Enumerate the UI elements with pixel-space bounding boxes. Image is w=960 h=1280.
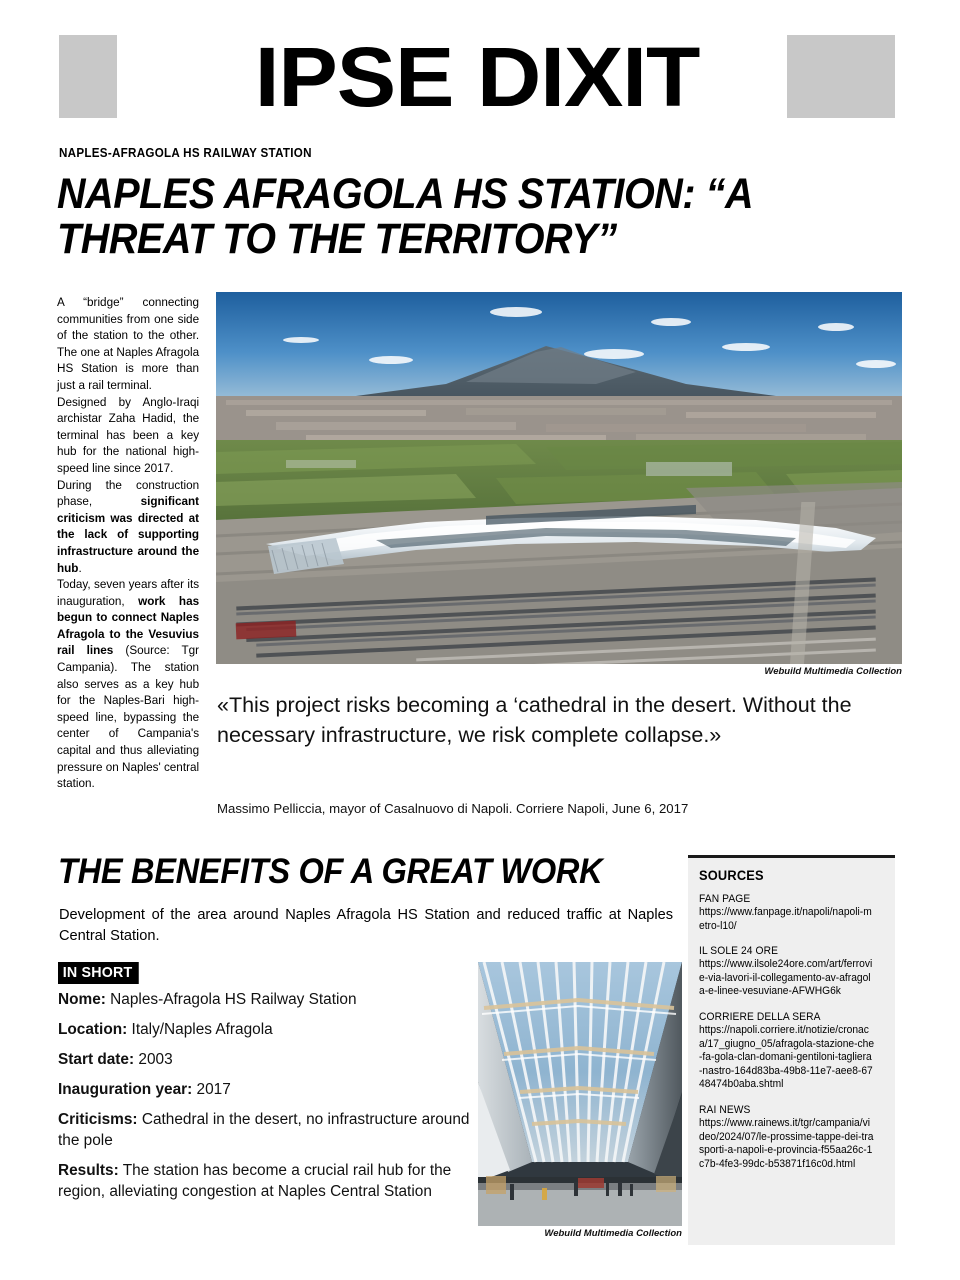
fact-row bbox=[58, 1160, 476, 1202]
source-item bbox=[699, 1010, 884, 1092]
inset-photo-credit: Webuild Multimedia Collection bbox=[544, 1228, 682, 1239]
source-url[interactable]: https://www.fanpage.it/napoli/napoli-metro-l10/ bbox=[699, 906, 872, 932]
fact-key: Start date: bbox=[58, 1051, 135, 1068]
article-body bbox=[57, 294, 199, 792]
fact-key: Results: bbox=[58, 1162, 119, 1179]
in-short-facts bbox=[58, 989, 476, 1211]
fact-key: Location: bbox=[58, 1021, 128, 1038]
source-url[interactable]: https://napoli.corriere.it/notizie/cronaca/17_giugno_05/afragola-stazione-che-fa-gola-clan-domani-gentiloni-tagliera-nastro-164d83ba-49b8-11e7-aee8-6748474b0aba.shtml bbox=[699, 1023, 875, 1091]
article-paragraph-2: Designed by Anglo-Iraqi archistar Zaha Hadid, the terminal has been a key hub for the national high-speed line since 2017. bbox=[57, 394, 200, 475]
masthead bbox=[59, 30, 895, 124]
fact-value: The station has become a crucial rail hub for the region, alleviating congestion at Naples Central Station bbox=[58, 1162, 452, 1200]
fact-value: 2003 bbox=[134, 1051, 173, 1068]
masthead-title: IPSE DIXIT bbox=[254, 30, 700, 124]
pull-quote-attribution: Massimo Pelliccia, mayor of Casalnuovo di Napoli. Corriere Napoli, June 6, 2017 bbox=[217, 801, 689, 816]
sources-panel bbox=[688, 855, 895, 1245]
fact-row bbox=[58, 1079, 476, 1100]
fact-key: Inauguration year: bbox=[58, 1081, 193, 1098]
main-photo-credit: Webuild Multimedia Collection bbox=[764, 666, 902, 677]
fact-value: Italy/Naples Afragola bbox=[127, 1021, 273, 1038]
para4-post: (Source: Tgr Campania). The station also serves as a key hub for the Naples-Bari high-speed line, bypassing the center of Campania's capital and thus alleviating pressure on Naples' central station. bbox=[57, 643, 200, 791]
fact-value: Cathedral in the desert, no infrastructure around the pole bbox=[58, 1111, 470, 1149]
article-kicker: NAPLES-AFRAGOLA HS RAILWAY STATION bbox=[59, 146, 312, 160]
source-name: CORRIERE DELLA SERA bbox=[699, 1010, 821, 1023]
source-url[interactable]: https://www.ilsole24ore.com/art/ferrovie-via-lavori-il-collegamento-av-afragola-e-linee-vesuviane-AFWHG6k bbox=[699, 958, 873, 998]
para3-pre: During the construction phase, bbox=[57, 477, 200, 509]
fact-key: Criticisms: bbox=[58, 1111, 138, 1128]
fact-value: 2017 bbox=[192, 1081, 231, 1098]
fact-row bbox=[58, 989, 476, 1010]
article-paragraph-1: A “bridge” connecting communities from one side of the station to the other. The one at Naples Afragola HS Station is more than just a rail terminal. bbox=[57, 295, 200, 392]
source-name: IL SOLE 24 ORE bbox=[699, 945, 779, 958]
source-name: FAN PAGE bbox=[699, 893, 751, 905]
source-name: RAI NEWS bbox=[699, 1103, 751, 1116]
sources-title: SOURCES bbox=[699, 868, 764, 883]
inset-photo-station-interior bbox=[478, 962, 682, 1226]
fact-row bbox=[58, 1049, 476, 1070]
fact-row bbox=[58, 1019, 476, 1040]
interior-photo-graphic bbox=[478, 962, 682, 1226]
fact-row bbox=[58, 1109, 476, 1151]
section-subtext: Development of the area around Naples Afragola HS Station and reduced traffic at Naples Central Station. bbox=[59, 907, 673, 944]
para3-post: . bbox=[78, 560, 82, 575]
pull-quote: «This project risks becoming a ‘cathedral in the desert. Without the necessary infrastructure, we risk complete collapse.» bbox=[217, 693, 852, 747]
in-short-tag: IN SHORT bbox=[58, 962, 139, 984]
fact-key: Nome: bbox=[58, 991, 106, 1008]
source-item bbox=[699, 944, 884, 999]
source-url[interactable]: https://www.rainews.it/tgr/campania/video/2024/07/le-prossime-tappe-dei-trasporti-a-napoli-e-provincia-f55aa26c-1c7b-4fe3-99dc-b53871f16c0d.html bbox=[699, 1116, 874, 1170]
para4-pre: Today, seven years after its inauguration, bbox=[57, 577, 200, 608]
article-paragraph-3 bbox=[57, 477, 199, 577]
main-photo-aerial-station bbox=[216, 292, 902, 664]
aerial-photo-graphic bbox=[216, 292, 902, 664]
source-item bbox=[699, 892, 884, 933]
page-title: NAPLES AFRAGOLA HS STATION: “A THREAT TO THE TERRITORY” bbox=[57, 170, 752, 263]
section-heading-benefits: THE BENEFITS OF A GREAT WORK bbox=[58, 852, 603, 891]
para4-bold: work has begun to connect Naples Afragola to the Vesuvius rail lines bbox=[57, 593, 200, 658]
source-item bbox=[699, 1103, 884, 1171]
para3-bold: significant criticism was directed at the lack of supporting infrastructure around the hub bbox=[57, 494, 200, 575]
article-paragraph-4 bbox=[57, 576, 199, 792]
fact-value: Naples-Afragola HS Railway Station bbox=[105, 991, 357, 1008]
